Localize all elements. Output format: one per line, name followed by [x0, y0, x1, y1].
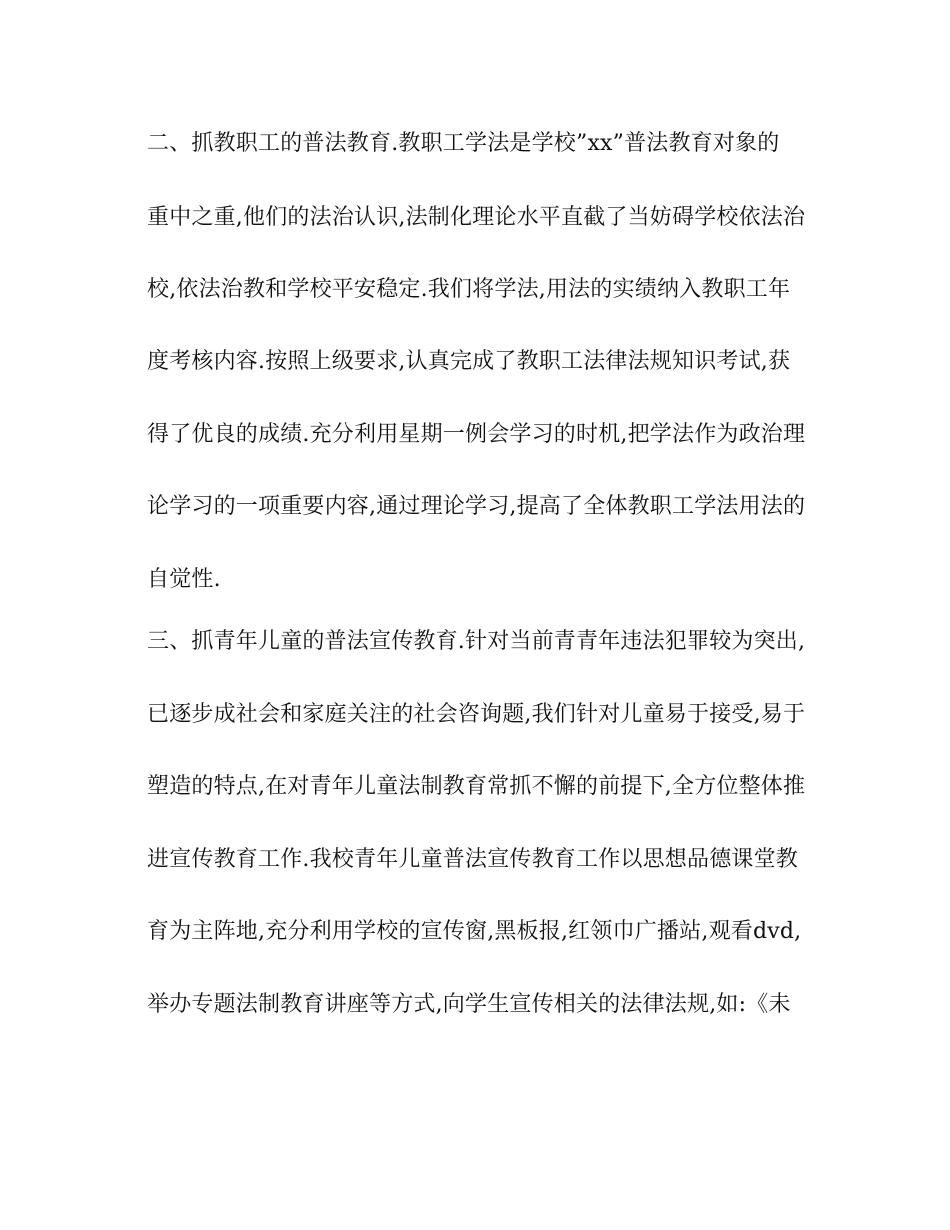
text-line: 校,依法治教和学校平安稳定.我们将学法,用法的实绩纳入教职工年 [147, 277, 791, 302]
text-line: 三、抓青年儿童的普法宣传教育.针对当前青青年违法犯罪较为突出, [147, 629, 806, 654]
text-line: 自觉性. [147, 567, 221, 592]
text-line: 度考核内容.按照上级要求,认真完成了教职工法律法规知识考试,获 [147, 349, 791, 374]
text-line: 举办专题法制教育讲座等方式,向学生宣传相关的法律法规,如:《未 [147, 992, 791, 1017]
text-line: 已逐步成社会和家庭关注的社会咨询题,我们针对儿童易于接受,易于 [147, 702, 806, 727]
text-line: 育为主阵地,充分利用学校的宣传窗,黑板报,红领巾广播站,观看dvd, [147, 919, 802, 944]
text-line: 论学习的一项重要内容,通过理论学习,提高了全体教职工学法用法的 [147, 494, 806, 519]
text-line: 塑造的特点,在对青年儿童法制教育常抓不懈的前提下,全方位整体推 [147, 774, 806, 799]
text-line: 重中之重,他们的法治认识,法制化理论水平直截了当妨碍学校依法治 [147, 205, 806, 230]
text-line: 得了优良的成绩.充分利用星期一例会学习的时机,把学法作为政治理 [147, 422, 806, 447]
text-line: 进宣传教育工作.我校青年儿童普法宣传教育工作以思想品德课堂教 [147, 847, 798, 872]
text-line: 二、抓教职工的普法教育.教职工学法是学校”xx”普法教育对象的 [147, 131, 780, 156]
